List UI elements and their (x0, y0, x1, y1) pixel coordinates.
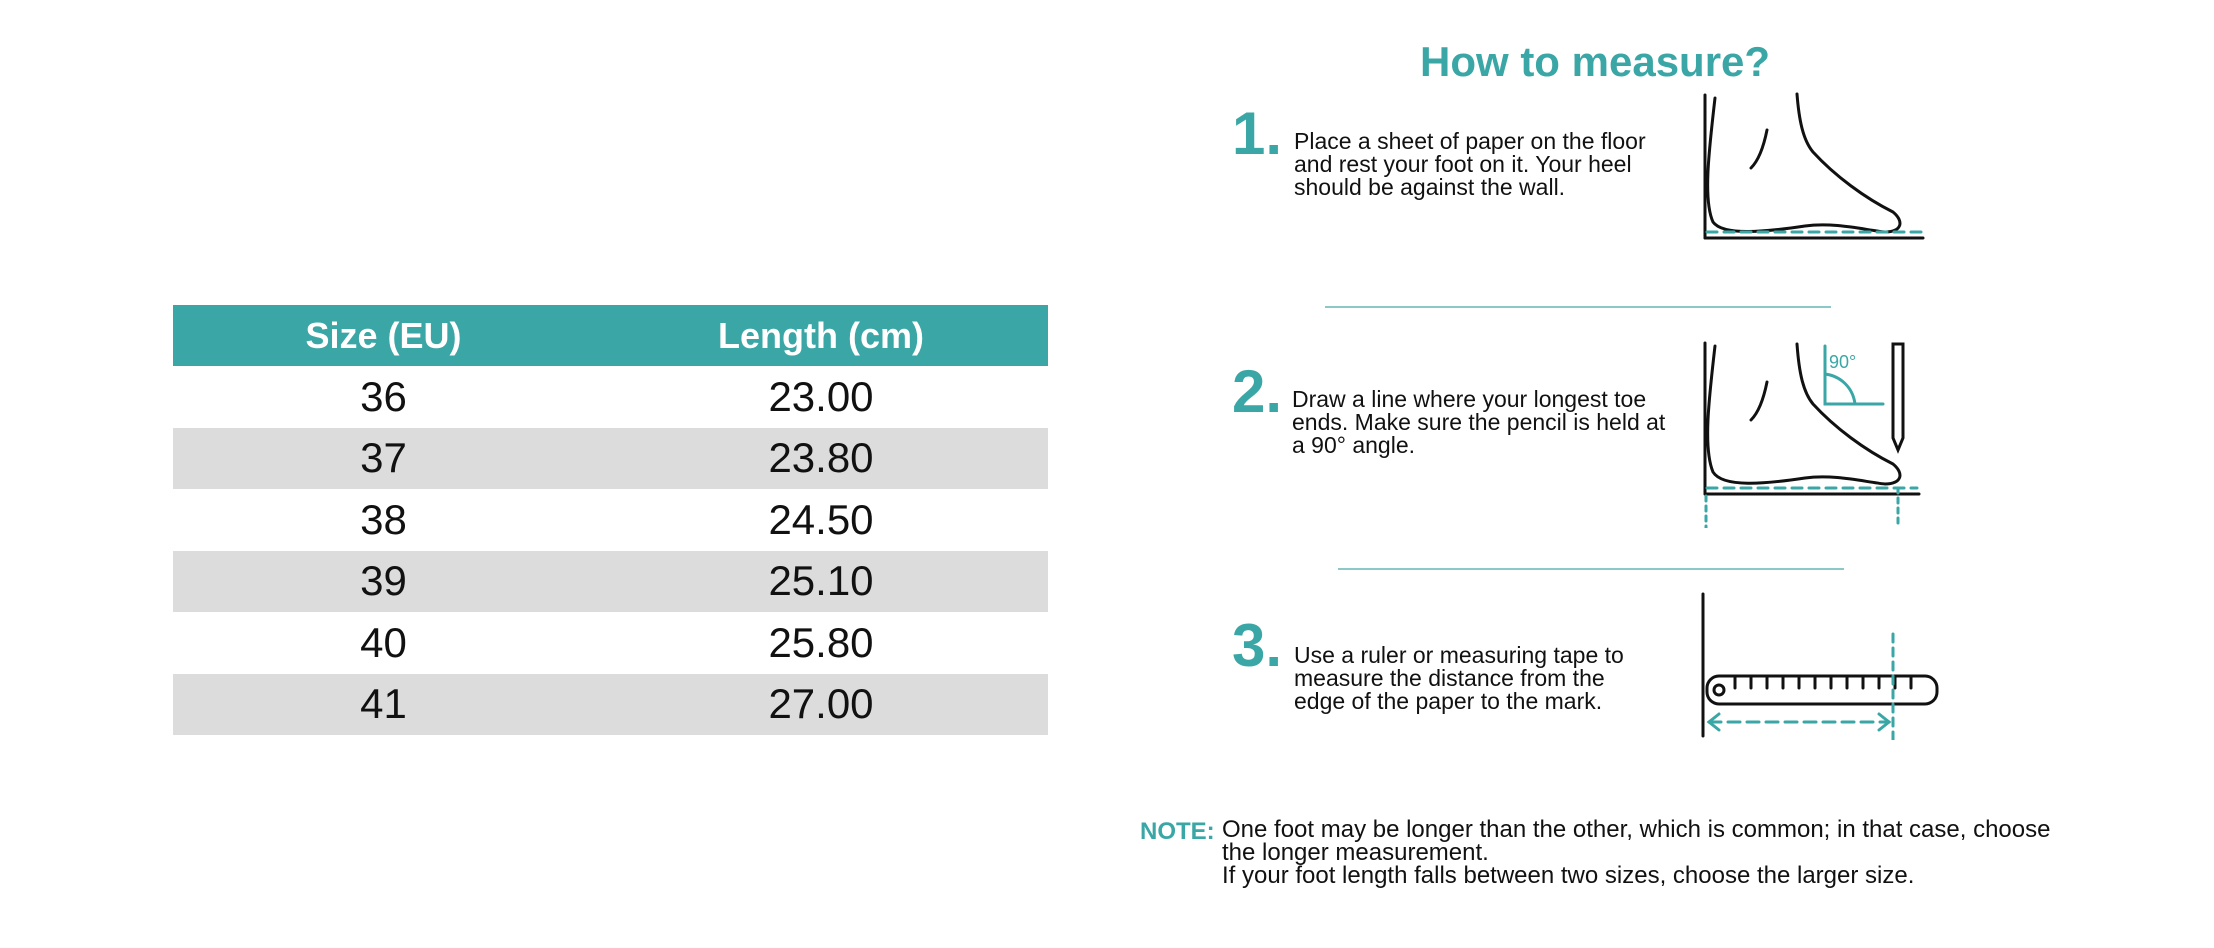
column-header-length: Length (cm) (594, 305, 1048, 366)
length-cell: 25.10 (594, 551, 1048, 613)
step-2-text: Draw a line where your longest toe ends. Make sure the pencil is held at a 90° angle. (1292, 386, 1666, 458)
size-cell: 37 (173, 428, 594, 490)
step-divider-1 (1325, 306, 1831, 308)
note-line-2: If your foot length falls between two sizes, choose the larger size. (1222, 862, 1915, 889)
length-cell: 23.80 (594, 428, 1048, 490)
note-label: NOTE: (1140, 818, 1215, 845)
length-cell: 25.80 (768, 618, 874, 666)
step-divider-2 (1338, 568, 1844, 570)
step-1-text: Place a sheet of paper on the floor and rest your foot on it. Your heel should be against the wall. (1294, 128, 1646, 200)
table-row (173, 674, 1048, 736)
guide-title: How to measure? (1420, 38, 1771, 85)
note-line-1: One foot may be longer than the other, which is common; in that case, choose the longer measurement. (1222, 816, 2051, 866)
table-row (173, 551, 1048, 613)
step-3-number: 3. (1232, 612, 1283, 679)
size-cell: 36 (360, 372, 407, 420)
ruler-measure-icon (1695, 590, 1945, 740)
table-header-row (173, 305, 1048, 366)
step-1-number: 1. (1232, 100, 1283, 167)
table-row (173, 489, 1048, 551)
size-cell: 38 (360, 495, 407, 543)
size-cell: 41 (173, 674, 594, 736)
length-cell: 24.50 (768, 495, 874, 543)
foot-on-paper-icon (1695, 90, 1925, 250)
table-row (173, 366, 1048, 428)
angle-label: 90° (1829, 352, 1857, 372)
size-cell: 40 (360, 618, 407, 666)
column-header-size: Size (EU) (173, 305, 594, 366)
step-3-text: Use a ruler or measuring tape to measure the distance from the edge of the paper to the mark. (1294, 642, 1624, 714)
length-cell: 27.00 (594, 674, 1048, 736)
step-2-number: 2. (1232, 358, 1283, 425)
note-text (1222, 818, 2072, 887)
length-cell: 23.00 (768, 372, 874, 420)
table-row (173, 612, 1048, 674)
foot-pencil-angle-icon (1695, 338, 1925, 528)
table-row (173, 428, 1048, 490)
size-chart-table (173, 305, 1048, 735)
size-cell: 39 (173, 551, 594, 613)
